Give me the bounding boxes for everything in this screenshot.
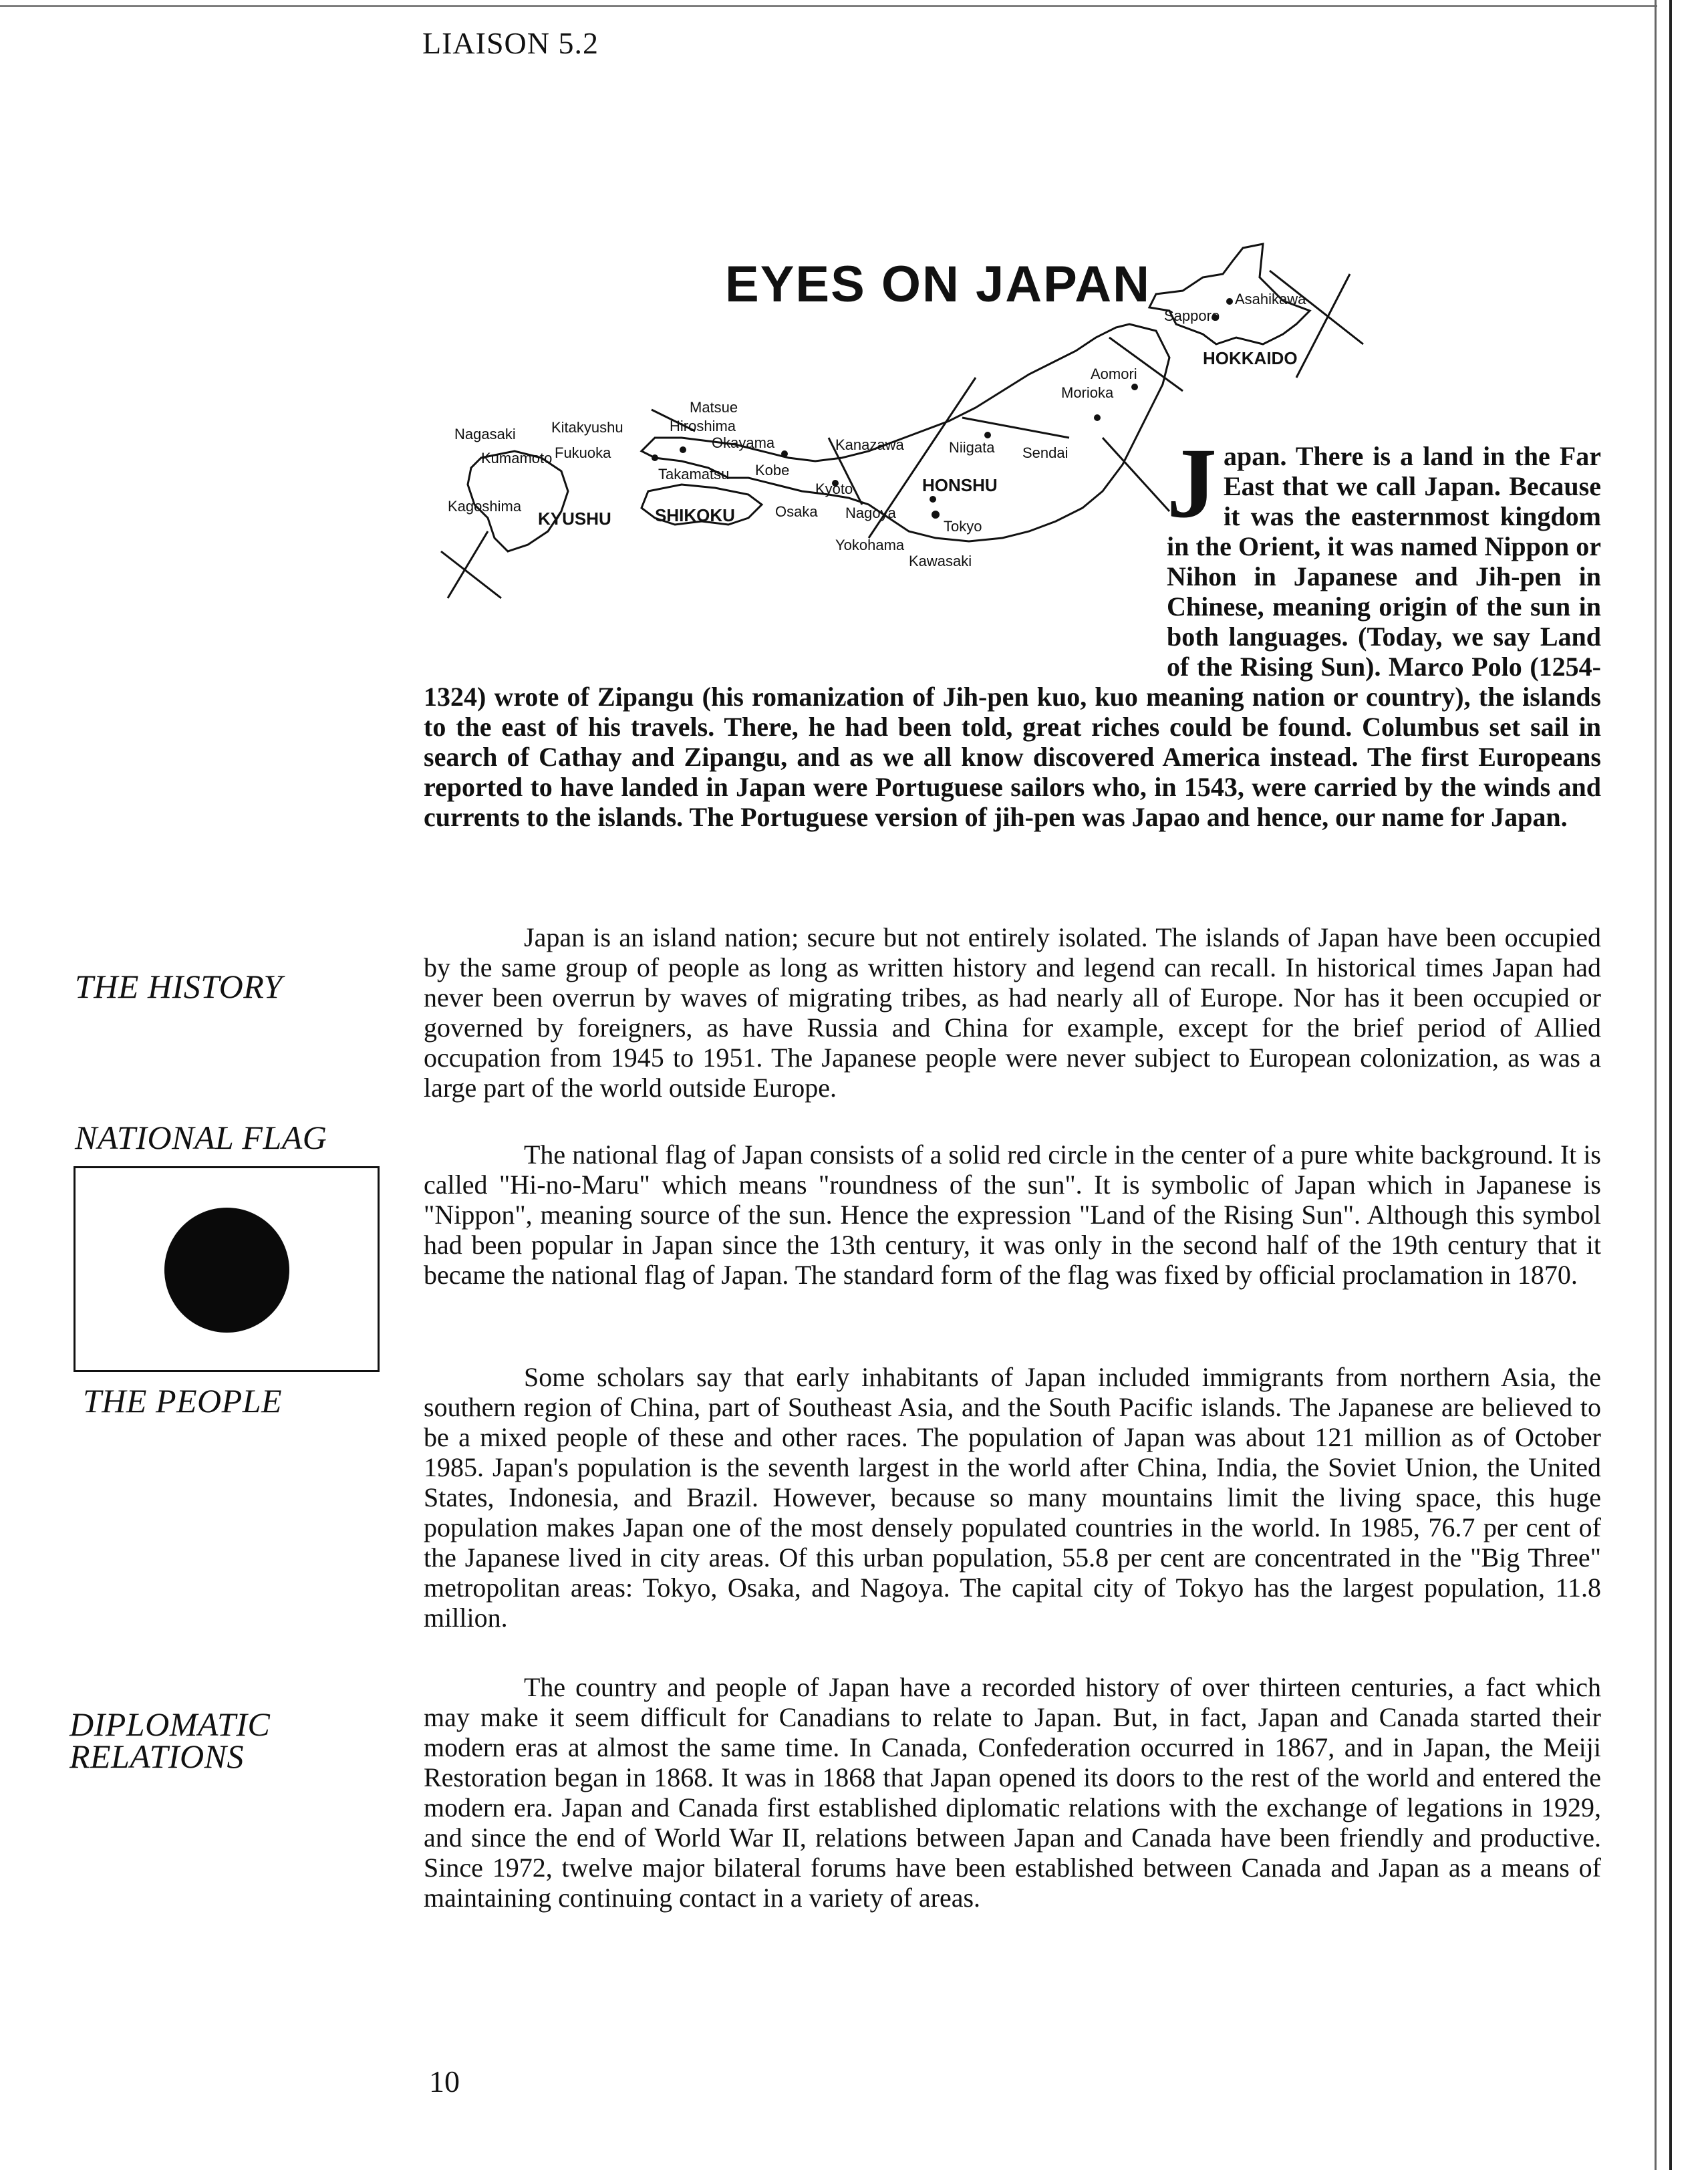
flag-sun-disc [164, 1208, 289, 1333]
japan-flag-image [74, 1166, 380, 1372]
map-city-asahikawa: Asahikawa [1235, 291, 1306, 307]
diplomatic-heading-line1: DIPLOMATIC [69, 1706, 271, 1743]
map-city-morioka: Morioka [1061, 384, 1114, 401]
map-float-space [424, 441, 1167, 670]
map-city-sendai: Sendai [1022, 444, 1069, 461]
map-city-sapporo: Sapporo [1164, 307, 1220, 324]
page-number: 10 [429, 2064, 460, 2098]
map-city-nagasaki: Nagasaki [454, 426, 516, 442]
map-city-kumamoto: Kumamoto [481, 450, 553, 466]
map-city-kobe: Kobe [755, 462, 790, 479]
map-region-honshu: HONSHU [922, 475, 998, 495]
map-city-osaka: Osaka [775, 503, 818, 520]
scan-top-edge [0, 5, 1657, 7]
map-city-tokyo: Tokyo [944, 518, 982, 535]
diplomatic-text: The country and people of Japan have a recorded history of over thirteen centuries, a fact which may make it seem difficult for Canadians to relate to Japan. But, in fact, Japan and Canada started their modern eras at almost the same time. In Canada, Confederation occurred in 1867, and in Japan, the Meiji Restoration began in 1868. It was in 1868 that Japan opened its doors to the rest of the world and entered the modern era. Japan and Canada first established diplomatic relations with the exchange of legations in 1929, and since the end of World War II, relations between Japan and Canada have been friendly and productive. Since 1972, twelve major bilateral forums have been established between Canada and Japan as a means of maintaining continuing contact in a variety of areas. [424, 1672, 1601, 1913]
map-city-aomori: Aomori [1091, 366, 1137, 382]
map-city-niigata: Niigata [949, 439, 995, 456]
map-city-kanazawa: Kanazawa [835, 436, 904, 453]
map-region-shikoku: SHIKOKU [655, 505, 735, 525]
map-region-hokkaido: HOKKAIDO [1203, 348, 1298, 368]
map-city-hiroshima: Hiroshima [670, 418, 736, 434]
map-city-kitakyushu: Kitakyushu [551, 419, 623, 436]
map-city-kawasaki: Kawasaki [909, 553, 972, 569]
map-region-kyushu: KYUSHU [538, 509, 611, 529]
map-city-kagoshima: Kagoshima [448, 498, 522, 515]
people-heading: THE PEOPLE [83, 1382, 283, 1419]
map-city-matsue: Matsue [690, 399, 738, 416]
national-flag-heading: NATIONAL FLAG [75, 1119, 327, 1156]
national-flag-text: The national flag of Japan consists of a solid red circle in the center of a pure white background. It is called "Hi-no-Maru" which means "roundness of the sun". It is symbolic of Japan which in Japanese is "Nippon", meaning source of the sun. Hence the expression "Land of the Rising Sun". Although this symbol had been popular in Japan since the 13th century, it was only in the second half of the 19th century that it became the national flag of Japan. The standard form of the flag was fixed by official proclamation in 1870. [424, 1139, 1601, 1290]
diplomatic-heading [69, 1706, 271, 1775]
people-text: Some scholars say that early inhabitants of Japan included immigrants from northern Asia, the southern region of China, part of Southeast Asia, and the South Pacific islands. The Japanese are believed to be a mixed people of these and other races. The population of Japan was about 121 million as of October 1985. Japan's population is the seventh largest in the world after China, India, the Soviet Union, the United States, Indonesia, and Brazil. However, because so many mountains limit the living space, this huge population makes Japan one of the most densely populated countries in the world. In 1985, 76.7 per cent of the Japanese lived in city areas. Of this urban population, 55.8 per cent are concentrated in the "Big Three" metropolitan areas: Tokyo, Osaka, and Nagoya. The capital city of Tokyo has the largest population, 11.8 million. [424, 1362, 1601, 1633]
diplomatic-heading-line2: RELATIONS [69, 1738, 244, 1775]
map-city-okayama: Okayama [712, 434, 775, 451]
intro-text: apan. There is a land in the Far East that we call Japan. Because it was the easternmost kingdom in the Orient, it was named Nippon or Nihon in Japanese and Jih-pen in Chinese, meaning origin of the sun in both languages. (Today, we say Land of the Rising Sun). Marco Polo (1254-1324) wrote of Zipangu (his romanization of Jih-pen kuo, kuo meaning nation or country), the islands to the east of his travels. There, he had been told, great riches could be found. Columbus set sail in search of Cathay and Zipangu, and as we all know discovered America instead. The first Europeans reported to have landed in Japan were Portuguese sailors who, in 1543, were carried by the winds and currents to the islands. The Portuguese version of jih-pen was Japao and hence, our name for Japan. [424, 441, 1601, 832]
page-title: EYES ON JAPAN [725, 256, 1151, 313]
history-text: Japan is an island nation; secure but not entirely isolated. The islands of Japan have been occupied by the same group of people as long as written history and legend can recall. In historical times Japan had never been overrun by waves of migrating tribes, as had nearly all of Europe. Nor has it been occupied or governed by foreigners, as have Russia and China for example, except for the brief period of Allied occupation from 1945 to 1951. The Japanese people were never subject to European colonization, as was a large part of the world outside Europe. [424, 922, 1601, 1103]
map-city-nagoya: Nagoya [845, 505, 896, 521]
map-city-fukuoka: Fukuoka [555, 444, 611, 461]
scan-right-edge-inner [1655, 0, 1657, 2170]
map-city-takamatsu: Takamatsu [658, 466, 730, 483]
history-heading: THE HISTORY [75, 968, 283, 1005]
scan-right-edge [1669, 0, 1672, 2170]
intro-dropcap: J [1167, 428, 1217, 539]
map-city-kyoto: Kyoto [815, 481, 853, 497]
running-header: LIAISON 5.2 [422, 26, 599, 60]
map-city-yokohama: Yokohama [835, 537, 905, 553]
